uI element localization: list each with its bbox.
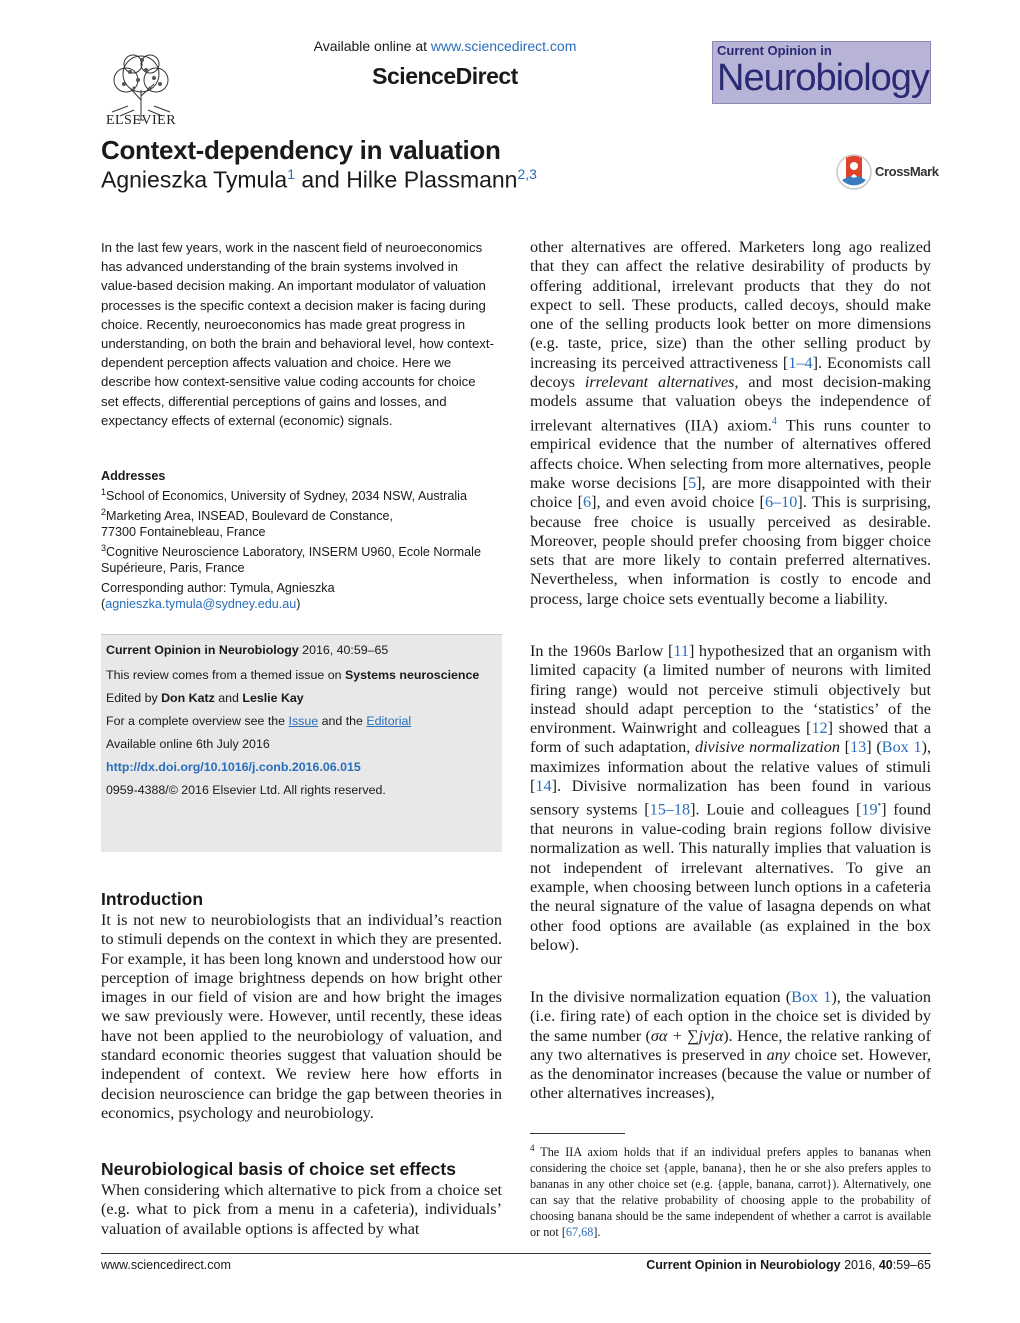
address-3-line2: Supérieure, Paris, France <box>101 560 245 575</box>
right-paragraph-2 <box>530 642 931 955</box>
doi-link[interactable]: http://dx.doi.org/10.1016/j.conb.2016.06.015 <box>106 760 361 774</box>
addresses-heading: Addresses <box>101 469 166 483</box>
author-line <box>101 166 537 194</box>
p2-text-e: ] ( <box>866 738 882 757</box>
neuro-basis-text: When considering which alternative to pick from a choice set (e.g. what to pick from a menu in a cafeteria), individuals’ valuation of available options is affected by what <box>101 1181 502 1238</box>
p1-text-f: ], and even avoid choice [ <box>591 493 765 512</box>
ref-12[interactable]: 12 <box>811 719 828 738</box>
ref-19-star: • <box>877 800 882 812</box>
addresses <box>101 469 496 576</box>
footnote-4 <box>530 1140 931 1240</box>
footnote-mark: 4 <box>530 1143 535 1153</box>
footnote-text-b: ]. <box>593 1225 601 1240</box>
info-editor-1: Don Katz <box>161 691 215 705</box>
available-prefix: Available online at <box>313 38 431 54</box>
available-online <box>270 38 620 54</box>
info-copyright: 0959-4388/© 2016 Elsevier Ltd. All rights reserved. <box>106 783 386 797</box>
address-1-mark: 1 <box>101 486 107 497</box>
address-3-mark: 3 <box>101 542 107 553</box>
article-info-box <box>101 634 502 852</box>
ref-6-10[interactable]: 6–10 <box>764 493 798 512</box>
p1-text-e: ], are more disappointed with their choice [ <box>530 473 931 512</box>
footer-citation <box>646 1258 931 1272</box>
p2-text-i: ] found that neurons in value-coding brain regions follow divisive normalization as well. This naturally implies that valuation is not independent of irrelevant alternatives. To give an example, when choosing between lunch options in a cafeteria the neural signature of the value of lasagna depends on what other food options are available (as explained in the box below). <box>530 800 932 954</box>
footer-year: 2016, <box>840 1258 879 1272</box>
sciencedirect-link[interactable]: www.sciencedirect.com <box>430 38 577 54</box>
p2-text-h: ]. Louie and colleagues [ <box>690 800 862 819</box>
p1-text-g: ]. This is surprising, because free choice is usually perceived as desirable. Moreover, people should prefer choosing from bigger choice sets that are more likely to contain preferred alternatives. Nevertheless, when information is costly to encode and process, large choice sets eventually become a liability. <box>530 493 931 608</box>
info-journal: Current Opinion in Neurobiology <box>106 643 299 657</box>
right-paragraph-1 <box>530 238 931 609</box>
corresponding-email-line: (agnieszka.tymula@sydney.edu.au) <box>101 597 301 611</box>
ref-1-4[interactable]: 1–4 <box>788 353 813 372</box>
ref-5[interactable]: 5 <box>688 473 697 492</box>
introduction-heading: Introduction <box>101 889 204 909</box>
ref-14[interactable]: 14 <box>535 777 552 796</box>
p3-text-d: choice set. However, as the denominator increases (because the value or number of other alternatives increases), <box>530 1045 931 1103</box>
info-editors <box>106 691 304 705</box>
footnote-divider <box>530 1133 625 1134</box>
p2-text-c: ] showed that a form of such adaptation, <box>530 719 931 757</box>
article-title: Context-dependency in valuation <box>101 135 501 165</box>
issue-link[interactable]: Issue <box>288 714 319 728</box>
footer-divider <box>101 1253 931 1254</box>
info-edited-and: and <box>214 691 243 705</box>
p2-text-a: In the 1960s Barlow [ <box>530 642 674 660</box>
journal-logo <box>712 41 931 104</box>
p2-text-f: ), maximizes information about the relative values of stimuli [ <box>530 738 931 796</box>
ref-19[interactable]: 19 <box>861 800 878 819</box>
footnote-4-mark[interactable]: 4 <box>771 415 777 427</box>
address-2 <box>101 505 496 525</box>
corresponding-email[interactable]: agnieszka.tymula@sydney.edu.au <box>105 597 297 611</box>
ref-67-68[interactable]: 67,68 <box>565 1225 594 1240</box>
box-1-link[interactable]: Box 1 <box>881 738 922 757</box>
corresponding-author <box>101 580 496 612</box>
introduction-text: It is not new to neurobiologists that an individual’s reaction to stimuli depends on the context in which they are presented. For example, it has been long known and understood how our perception of image brightness depends on how bright other images in our field of vision are and how bright the images we saw previously were. However, until recently, these ideas have not been applied to the neurobiology of valuation, and standard economic theories suggest that valuation should be independent of context. We review here how efforts in decision neuroscience can bridge the gap between theories in economics, psychology and neurobiology. <box>101 911 502 1122</box>
editorial-link[interactable]: Editorial <box>366 714 412 728</box>
address-2-line2: 77300 Fontainebleau, France <box>101 524 266 539</box>
p1-text-d: This runs counter to empirical evidence that the number of alternatives offered affects choice. When selecting from more alternatives, people make worse decisions [ <box>530 416 931 492</box>
info-edited-prefix: Edited by <box>106 691 162 705</box>
info-theme-prefix: This review comes from a themed issue on <box>106 668 345 682</box>
ref-11[interactable]: 11 <box>673 642 689 660</box>
p1-text-a: other alternatives are offered. Marketers long ago realized that they can affect the relative desirability of products by offering additional, irrelevant products that they do not expect to sell. These products, called decoys, should make one of the selling products look better on more dimensions (e.g. taste, price, size) than the other selling product by increasing its perceived attractiveness [ <box>530 238 931 372</box>
footer-volume: 40 <box>878 1258 893 1272</box>
neuro-basis-heading: Neurobiological basis of choice set effects <box>101 1159 456 1179</box>
info-citation <box>106 643 388 657</box>
p3-text-b: ), the valuation (i.e. firing rate) of each option in the choice set is divided by the same number ( <box>530 988 931 1045</box>
footer-pages: :59–65 <box>892 1258 931 1272</box>
box-1-link-2[interactable]: Box 1 <box>791 988 832 1006</box>
right-paragraph-3 <box>530 988 931 1104</box>
footer-website: www.sciencedirect.com <box>101 1258 231 1272</box>
p3-equation: σα + ∑jvjα <box>650 1026 724 1045</box>
info-available: Available online 6th July 2016 <box>106 737 270 751</box>
author-2-affil[interactable]: 2,3 <box>517 166 537 182</box>
p1-irrelevant-alternatives: irrelevant alternatives <box>584 373 735 392</box>
address-2-mark: 2 <box>101 506 107 517</box>
p2-text-b: ] hypothesized that an organism with limited capacity (a limited number of neurons with limited firing range) would not perceive stimuli objectively but instead should adapt perception to the ‘statistics’ of the environment. Wainwright and colleagues [ <box>530 642 931 738</box>
corresponding-label: Corresponding author: Tymula, Agnieszka <box>101 581 335 595</box>
address-2-line1: Marketing Area, INSEAD, Boulevard de Constance, <box>106 508 394 523</box>
address-3-line1: Cognitive Neuroscience Laboratory, INSERM U960, Ecole Normale <box>106 544 481 559</box>
ref-13[interactable]: 13 <box>850 738 867 757</box>
sciencedirect-wordmark: ScienceDirect <box>372 63 518 89</box>
info-overview <box>106 714 411 728</box>
crossmark-icon <box>836 154 872 190</box>
info-overview-and: and the <box>318 714 367 728</box>
p2-text-d: [ <box>839 738 851 757</box>
author-and: and <box>295 166 347 193</box>
info-overview-prefix: For a complete overview see the <box>106 714 289 728</box>
p2-divisive-normalization: divisive normalization <box>694 738 840 757</box>
crossmark-label: CrossMark <box>875 164 939 179</box>
p1-text-b: ]. Economists call decoys <box>530 353 931 392</box>
address-3 <box>101 541 496 561</box>
p1-text-c: , and most decision-making models assume that valuation obeys the independence of irrelevant alternatives (IIA) axiom. <box>530 373 932 435</box>
abstract: In the last few years, work in the nascent field of neuroeconomics has advanced understanding of the brain systems involved in value-based decision making. An important modulator of valuation processes is the specific context a decision maker is facing during choice. Recently, neuroeconomics has made great progress in understanding, on both the brain and behavioral level, how context-dependent perception affects valuation and choice. Here we describe how context-sensitive value coding accounts for choice set effects, differential perceptions of gains and losses, and expectancy effects of external (economic) signals. <box>101 240 494 428</box>
crossmark-badge[interactable] <box>836 154 939 190</box>
author-1: Agnieszka Tymula <box>101 166 288 193</box>
publisher-name: ELSEVIER <box>105 113 177 128</box>
p3-any: any <box>766 1045 790 1064</box>
author-1-affil[interactable]: 1 <box>287 166 296 182</box>
author-2: Hilke Plassmann <box>346 166 518 193</box>
address-1 <box>101 485 496 505</box>
info-theme <box>106 668 479 682</box>
footnote-text-a: The IIA axiom holds that if an individual prefers apples to bananas when considering the choice set {apple, banana}, then he or she also prefers apples to bananas in any other choice set (e.g. {apple, banana, carrot}). Alternatively, one can say that the relative probability of choosing apple to the probability of choosing banana should be the same independent of whether a carrot is available or not [ <box>530 1145 931 1240</box>
info-citation-text: 2016, 40:59–65 <box>298 643 389 657</box>
journal-logo-main: Neurobiology <box>717 57 929 99</box>
address-1-text: School of Economics, University of Sydney, 2034 NSW, Australia <box>106 488 467 503</box>
info-editor-2: Leslie Kay <box>242 691 304 705</box>
p2-text-g: ]. Divisive normalization has been found in various sensory systems [ <box>530 777 931 819</box>
p3-text-c: ). Hence, the relative ranking of any two alternatives is preserved in <box>530 1026 931 1064</box>
journal-logo-top: Current Opinion in <box>717 43 832 58</box>
p3-text-a: In the divisive normalization equation ( <box>530 988 792 1006</box>
ref-6[interactable]: 6 <box>583 493 592 512</box>
footer-journal: Current Opinion in Neurobiology <box>646 1258 841 1272</box>
info-theme-name: Systems neuroscience <box>344 668 480 682</box>
ref-15-18[interactable]: 15–18 <box>649 800 691 819</box>
